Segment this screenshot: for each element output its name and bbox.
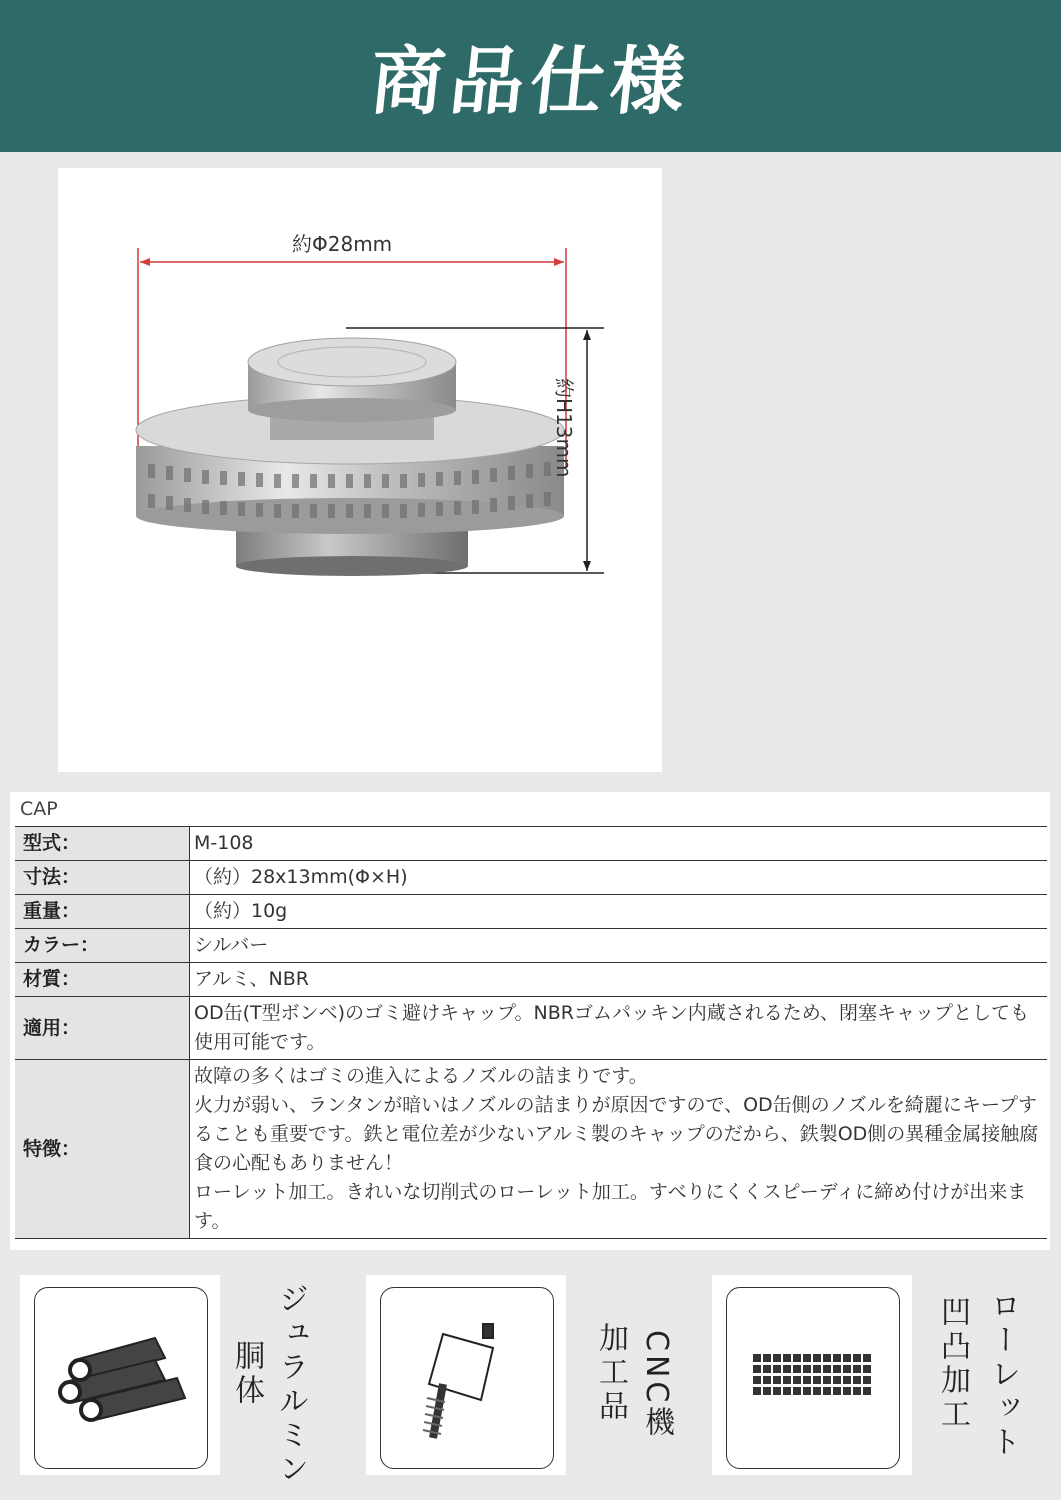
- product-photo: [58, 168, 662, 772]
- feature-tile-knurl: [712, 1275, 912, 1475]
- feature-icon-box: [726, 1287, 900, 1469]
- spec-table-card: [10, 792, 1050, 1250]
- feature-tile-duralumin: [20, 1275, 220, 1475]
- feature-label-col: 凹凸加工: [935, 1296, 970, 1432]
- knurl-grid-icon: [727, 1288, 899, 1468]
- height-dimension-label: 約H13mm: [552, 378, 576, 478]
- feature-label-col: ローレット: [985, 1290, 1020, 1460]
- table-row: [15, 861, 1047, 895]
- feature-icon-box: [380, 1287, 554, 1469]
- spec-value: アルミ、NBR: [190, 963, 1048, 997]
- table-row: [15, 1060, 1047, 1239]
- spec-key: 特徴：: [15, 1060, 190, 1239]
- feature-line: 火力が弱い、ランタンが暗いはノズルの詰まりが原因ですので、OD缶側のノズルを綺麗にキープすることも重要です。鉄と電位差が少ないアルミ製のキャップのだから、鉄製OD側の異種金属接触腐食の心配もありません！: [194, 1094, 1039, 1174]
- spec-value: OD缶(T型ボンベ)のゴミ避けキャップ。NBRゴムパッキン内蔵されるため、閉塞キャップとしても使用可能です。: [190, 997, 1048, 1060]
- table-row: [15, 827, 1047, 861]
- cnc-bolt-icon: [381, 1288, 553, 1468]
- page-title: 商品仕様: [365, 39, 695, 125]
- header-banner: [0, 0, 1061, 152]
- spec-key: 型式：: [15, 827, 190, 861]
- duralumin-tubes-icon: [35, 1288, 207, 1468]
- spec-key: 寸法：: [15, 861, 190, 895]
- feature-label-col: 胴体: [229, 1340, 264, 1408]
- feature-label-col: ジュラルミン: [273, 1283, 308, 1487]
- spec-table: [15, 826, 1047, 1239]
- feature-label-col: CNC機: [639, 1330, 674, 1441]
- spec-value: M-108: [190, 827, 1048, 861]
- spec-caption: CAP: [20, 798, 58, 820]
- spec-value: （約）10g: [190, 895, 1048, 929]
- table-row: [15, 963, 1047, 997]
- table-row: [15, 929, 1047, 963]
- table-row: [15, 997, 1047, 1060]
- table-row: [15, 895, 1047, 929]
- spec-key: 重量：: [15, 895, 190, 929]
- feature-line: 故障の多くはゴミの進入によるノズルの詰まりです。: [194, 1065, 648, 1087]
- spec-value: （約）28x13mm(Φ×H): [190, 861, 1048, 895]
- spec-key: 適用：: [15, 997, 190, 1060]
- feature-tile-cnc: [366, 1275, 566, 1475]
- spec-key: 材質：: [15, 963, 190, 997]
- feature-line: ローレット加工。きれいな切削式のローレット加工。すべりにくくスピーディに締め付けが出来ます。: [194, 1181, 1027, 1232]
- feature-icon-box: [34, 1287, 208, 1469]
- feature-label-col: 加工品: [593, 1322, 628, 1424]
- spec-value: [190, 1060, 1048, 1239]
- spec-value: シルバー: [190, 929, 1048, 963]
- width-dimension-label: 約Φ28mm: [292, 232, 393, 256]
- spec-key: カラー：: [15, 929, 190, 963]
